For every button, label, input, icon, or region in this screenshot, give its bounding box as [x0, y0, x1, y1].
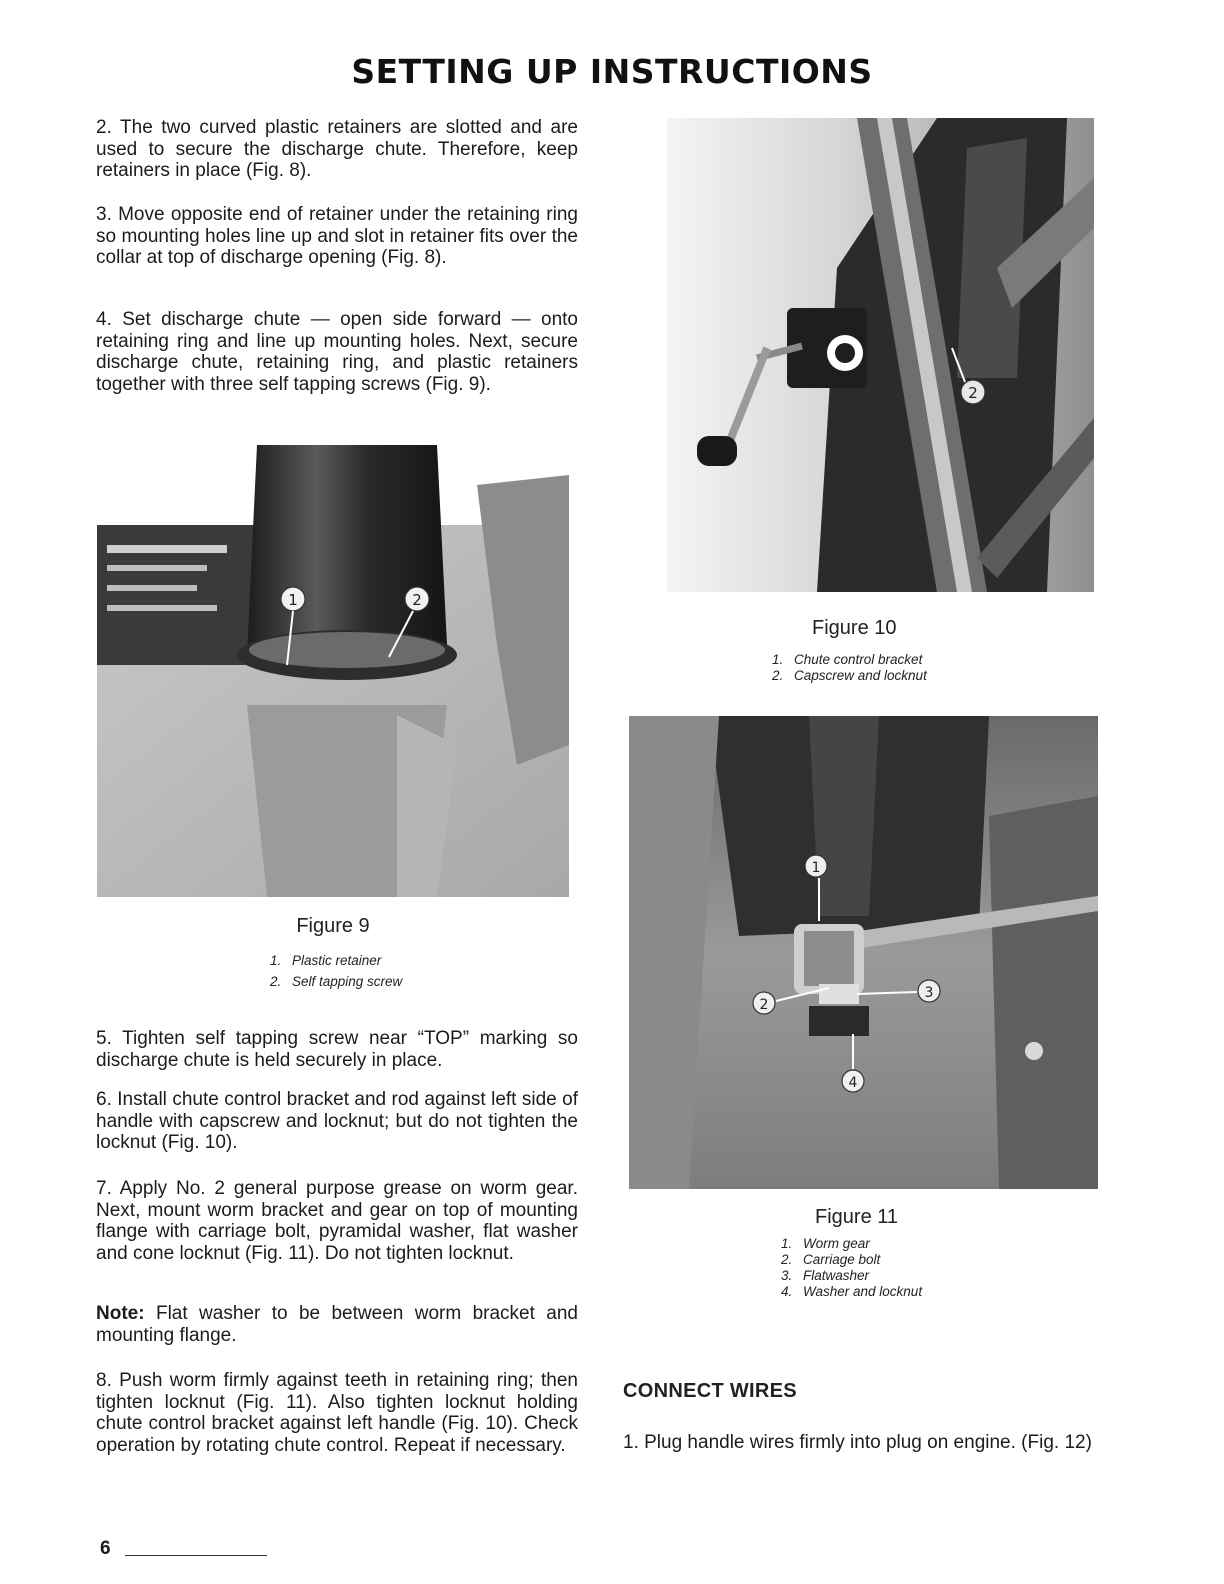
connect-wires-heading: CONNECT WIRES [623, 1380, 797, 1402]
note-body: Flat washer to be between worm bracket and mounting flange. [96, 1303, 578, 1346]
step-7-text: 7. Apply No. 2 general purpose grease on worm gear. Next, mount worm bracket and gear on top of mounting flange with carriage bolt, pyramidal washer, flat washer and cone locknut (Fig. 11). Do not tighten locknut. [96, 1178, 578, 1264]
figure-9-captions [270, 953, 402, 990]
figure-11-caption: 3. Flatwasher [781, 1268, 870, 1283]
figure-11-caption: 1. Worm gear [781, 1236, 870, 1251]
figure-11-caption: 4. Washer and locknut [781, 1284, 923, 1299]
step-3-text: 3. Move opposite end of retainer under the retaining ring so mounting holes line up and slot in retainer fits over the collar at top of discharge opening (Fig. 8). [96, 204, 578, 268]
figure-11-photo [629, 716, 1098, 1189]
figure-9-callout-2: 2 [412, 591, 422, 609]
step-4-text: 4. Set discharge chute — open side forward — onto retaining ring and line up mounting holes. Next, secure discharge chute, retaining ring, and plastic retainers together with three self tapping screws (Fig. 9). [96, 309, 578, 395]
figure-11-callout-3: 3 [924, 985, 934, 1001]
figure-11-captions [781, 1236, 922, 1300]
figure-9-caption: 2. Self tapping screw [270, 974, 403, 989]
figure-11-callout-4: 4 [848, 1075, 858, 1091]
figure-9-photo [97, 445, 569, 897]
figure-10-photo [667, 118, 1094, 592]
step-2-text: 2. The two curved plastic retainers are slotted and are used to secure the discharge chute. Therefore, keep retainers in place (Fig. 8). [96, 117, 578, 181]
step-5-text: 5. Tighten self tapping screw near “TOP” marking so discharge chute is held securely in place. [96, 1028, 578, 1071]
connect-wires-step-1: 1. Plug handle wires firmly into plug on engine. (Fig. 12) [623, 1432, 1092, 1453]
note-label: Note: [96, 1303, 145, 1324]
page-title: SETTING UP INSTRUCTIONS [351, 52, 873, 91]
figure-10-caption: 2. Capscrew and locknut [772, 668, 927, 683]
note-text [96, 1303, 578, 1346]
figure-11-callout-1: 1 [811, 860, 821, 876]
figure-11-callout-2: 2 [759, 997, 769, 1013]
figure-11-title: Figure 11 [815, 1206, 899, 1228]
figure-10-title: Figure 10 [812, 617, 897, 639]
page-number: 6 [100, 1538, 111, 1559]
figure-9-caption: 1. Plastic retainer [270, 953, 382, 968]
figure-10-captions [772, 652, 927, 684]
page-rule [125, 1555, 267, 1556]
figure-10-callout-2: 2 [968, 384, 978, 402]
figure-11-caption: 2. Carriage bolt [781, 1252, 881, 1267]
figure-10-caption: 1. Chute control bracket [772, 652, 923, 667]
step-6-text: 6. Install chute control bracket and rod against left side of handle with capscrew and locknut; but do not tighten the locknut (Fig. 10). [96, 1089, 578, 1153]
step-8-text: 8. Push worm firmly against teeth in retaining ring; then tighten locknut (Fig. 11). Also tighten locknut holding chute control bracket against left handle (Fig. 10). Check operation by rotating chute control. Repeat if necessary. [96, 1370, 578, 1456]
figure-9-title: Figure 9 [296, 915, 370, 937]
figure-9-callout-1: 1 [288, 591, 298, 609]
